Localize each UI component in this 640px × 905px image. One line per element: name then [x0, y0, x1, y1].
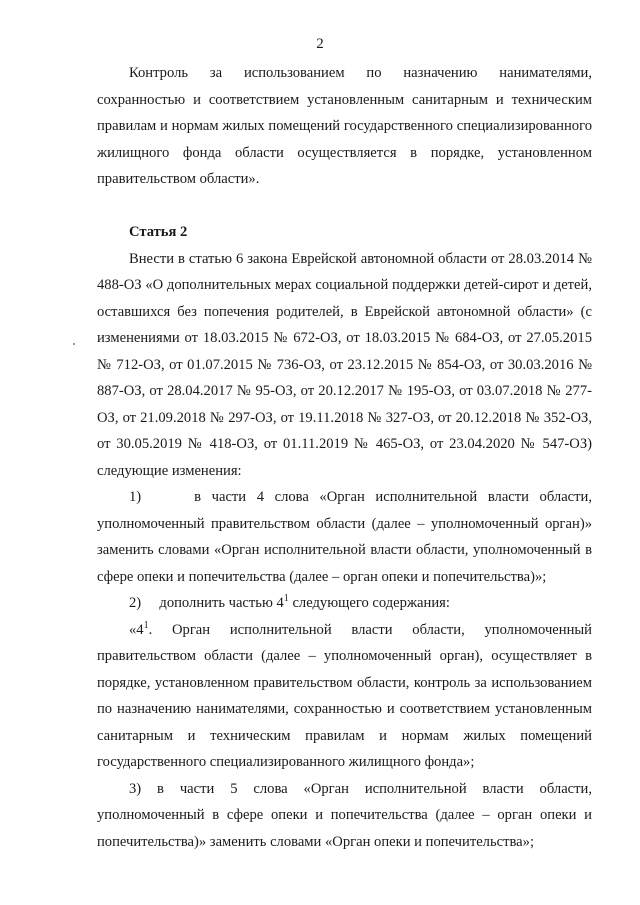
document-body — [97, 60, 592, 855]
paragraph-intro: Внести в статью 6 закона Еврейской автономной области от 28.03.2014 № 488-ОЗ «О дополнительных мерах социальной поддержки детей-сирот и детей, оставшихся без попечения родителей, в Еврейской автономной области» (с изменениями от 18.03.2015 № 672-ОЗ, от 18.03.2015 № 684-ОЗ, от 27.05.2015 № 712-ОЗ, от 01.07.2015 № 736-ОЗ, от 23.12.2015 № 854-ОЗ, от 30.03.2016 № 887-ОЗ, от 28.04.2017 № 95-ОЗ, от 20.12.2017 № 195-ОЗ, от 03.07.2018 № 277-ОЗ, от 21.09.2018 № 297-ОЗ, от 19.11.2018 № 327-ОЗ, от 20.12.2018 № 352-ОЗ, от 30.05.2019 № 418-ОЗ, от 01.11.2019 № 465-ОЗ, от 23.04.2020 № 547-ОЗ) следующие изменения: — [97, 250, 592, 479]
page-number: 2 — [316, 36, 324, 52]
list-item-2-tail: следующего содержания: — [288, 595, 450, 611]
quoted-part — [97, 617, 592, 776]
quoted-part-text: . Орган исполнительной власти области, уполномоченный правительством области (далее – уполномоченный орган), осуществляет в порядке, установленном правительством области, контроль за использованием по назначению нанимателями, сохранностью и соответствием установленным санитарным и техническим правилам и нормам жилых помещений государственного специализированного жилищного фонда»; — [97, 621, 592, 770]
quoted-part-number: «4 — [129, 621, 144, 638]
list-item-2 — [97, 590, 592, 617]
paragraph-control: Контроль за использованием по назначению нанимателями, сохранностью и соответствием установленным санитарным и техническим правилам и нормам жилых помещений государственного специализированного жилищного фонда области осуществляется в порядке, установленном правительством области». — [97, 65, 592, 187]
list-item-2-superscript: 1 — [283, 593, 289, 605]
list-item-1: 1) в части 4 слова «Орган исполнительной власти области, уполномоченный правительством области (далее – уполномоченный орган)» заменить словами «Орган исполнительной власти области, уполномоченный в сфере опеки и попечительства (далее – орган опеки и попечительства)»; — [97, 489, 592, 585]
list-item-2-text: 2) дополнить частью 4 — [129, 595, 284, 611]
quoted-part-superscript: 1 — [143, 619, 149, 631]
margin-mark — [73, 343, 75, 345]
list-item-3: 3) в части 5 слова «Орган исполнительной власти области, уполномоченный в сфере опеки и попечительства (далее – орган опеки и попечительства)» заменить словами «Орган опеки и попечительства»; — [97, 780, 592, 850]
article-heading: Статья 2 — [129, 224, 188, 240]
